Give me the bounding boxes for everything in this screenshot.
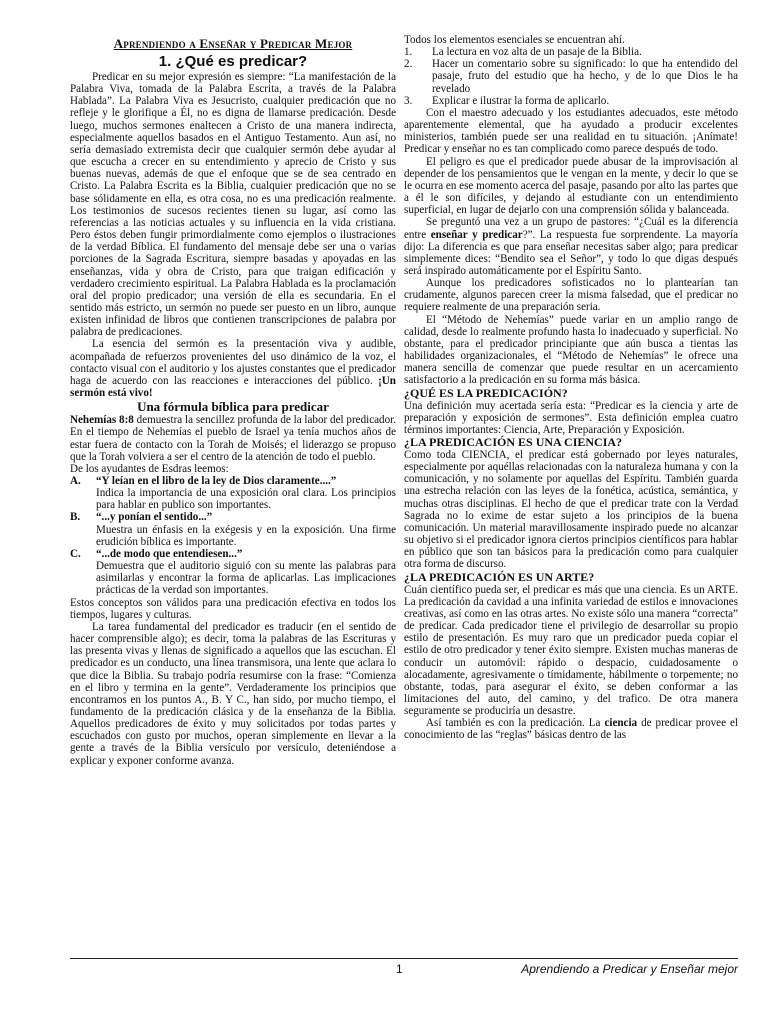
list-item	[70, 475, 396, 511]
paragraph: Como toda CIENCIA, el predicar está gobernado por leyes naturales, especialmente por aquéllas relacionadas con la naturaleza humana y con la comunicación, y no solamente por aquellas del Espíritu. También guarda una estrecha relación con las leyes de la fonética, acústica, semántica, y muchas otras disciplinas. El hecho de que el predicar trate con la Verdad Sagrada no lo exime de estar sujeto a los principios de la buena comunicación. Un material maravillosamente inspirado puede no alcanzar su objetivo si el predicador ignora ciertos principios científicos para hablar en público que son tan básicos para la predicación como para cualquier otra forma de discurso.	[404, 449, 738, 571]
document-title: Aprendiendo a Enseñar y Predicar Mejor	[113, 36, 353, 51]
running-title: Aprendiendo a Predicar y Enseñar mejor	[521, 962, 738, 976]
item-text: Explicar e ilustrar la forma de aplicarlo.	[432, 94, 610, 107]
list-item	[404, 58, 738, 94]
emphasis-text: ciencia	[604, 717, 638, 730]
paragraph-text: demuestra la sencillez profunda de la labor del predicador. En el tiempo de Nehemías el pueblo de Israel ya tenía muchos años de estar fuera de contacto con la Torah de Moisés; el liderazgo se propuso que la Torah volviera a ser el centro de la atención de todo el pueblo.	[70, 414, 396, 463]
paragraph-text: Así también es con la predicación. La	[426, 717, 601, 730]
item-quote: “...y ponían el sentido...”	[96, 511, 213, 524]
section-heading: ¿LA PREDICACIÓN ES UNA CIENCIA?	[404, 435, 623, 449]
section-heading: ¿LA PREDICACIÓN ES UN ARTE?	[404, 569, 595, 584]
paragraph: De los ayudantes de Esdras leemos:	[70, 462, 229, 475]
item-quote: “...de modo que entendiesen...”	[96, 547, 243, 560]
item-text: La lectura en voz alta de un pasaje de la Biblia.	[432, 46, 642, 59]
paragraph-text: de predicar provee el conocimiento de las “reglas” básicas dentro de las	[404, 717, 738, 742]
item-marker: B.	[70, 511, 81, 524]
item-text: Indica la importancia de una exposición oral clara. Los principios para hablar en publico son importantes.	[96, 487, 396, 512]
section-heading: ¿QUÉ ES LA PREDICACIÓN?	[404, 385, 568, 400]
paragraph-text: ?”. La respuesta fue sorprendente. La mayoría dijo: La diferencia es que para enseñar necesitas saber algo; para predicar simplemente dices: “Bendito sea el Señor”, y todo lo que digas después será inspirado automáticamente por el Espíritu Santo.	[404, 228, 738, 277]
paragraph-text: Se preguntó una vez a un grupo de pastores: “¿Cuál es la diferencia entre	[404, 216, 738, 241]
scripture-reference: Nehemías 8:8	[70, 414, 134, 427]
paragraph	[70, 414, 396, 463]
paragraph	[70, 338, 396, 399]
item-text: Muestra un énfasis en la exégesis y en la exposición. Una firme erudición bíblica es importante.	[96, 523, 396, 548]
item-quote: “Y leían en el libro de la ley de Dios claramente....”	[96, 475, 337, 487]
item-text: Hacer un comentario sobre su significado: lo que ha entendido del pasaje, fruto del estudio que ha hecho, y de lo que Dios le ha revelado	[432, 58, 738, 95]
item-number: 2.	[404, 58, 413, 71]
paragraph: Aunque los predicadores sofisticados no lo plantearían tan crudamente, algunos parecen creer la misma falsedad, que el predicar no requiere realmente de una preparación seria.	[404, 277, 738, 314]
emphasis-text: ¡Un sermón está vivo!	[70, 374, 396, 400]
paragraph: Predicar en su mejor expresión es siempre: “La manifestación de la Palabra Viva, tomada de la Palabra Escrita, a través de la Palabra Hablada”. La Palabra Viva es Jesucristo, cualquier predicación que no refleje y le glorifique a Él, no es digna de llamarse predicación. Desde luego, muchos sermones enaltecen a Cristo de una manera indirecta, especialmente aquellos basados en el Antiguo Testamento. Aun así, no sería demasiado extremista decir que cualquier sermón debe ayudar al que escucha a crecer en su entendimiento y aprecio de Cristo y sus buenas nuevas, además de que el enfoque que se de sea centrado en Cristo. La Palabra Escrita es la Biblia, cualquier predicación que no se base sólidamente en ella, es otra cosa, no es una predicación realmente. Los testimonios de sucesos recientes tienen su lugar, así como las referencias a las noticias actuales y su influencia en la vida cristiana. Pero éstos deben fungir primordialmente como ejemplos o ilustraciones de la verdad Bíblica. El fundamento del mensaje debe ser una o varias porciones de la Sagrada Escritura, siempre basadas y apoyadas en las enseñanzas, vida y obra de Cristo, para que traigan edificación y verdadero crecimiento espiritual. La Palabra Hablada es la proclamación oral del propio predicador; una versión de ella es secundaria. En el sentido más estricto, un sermón no puede ser puesto en un libro, aunque existen infinidad de libros que contienen transcripciones de palabra por palabra de predicaciones.	[70, 71, 396, 339]
subsection-title: Una fórmula bíblica para predicar	[137, 399, 329, 415]
paragraph-text: La esencia del sermón es la presentación viva y audible, acompañada de refuerzos provenientes del uso dinámico de la voz, el contacto visual con el auditorio y los ajustes constantes que el predicador haga de acuerdo con las reacciones e interacciones del público.	[70, 338, 396, 387]
page-footer	[70, 958, 738, 978]
item-marker: A.	[70, 475, 81, 487]
paragraph: El peligro es que el predicador puede abusar de la improvisación al depender de los pensamientos que le vengan en la mente, y decir lo que se le ocurra en ese momento acerca del pasaje, pasando por alto las partes que a él le son difíciles, y dejando al estudiante con un entendimiento superficial, en lugar de dejarlo con una comprensión sólida y balanceada.	[404, 155, 738, 217]
paragraph	[404, 216, 738, 277]
paragraph: Estos conceptos son válidos para una predicación efectiva en todos los tiempos, lugares y culturas.	[70, 596, 396, 621]
emphasis-text: enseñar y predicar	[430, 228, 523, 241]
paragraph: Todos los elementos esenciales se encuentran ahí.	[404, 34, 625, 46]
list-item	[70, 548, 396, 597]
left-column	[70, 36, 396, 962]
steps-list	[404, 46, 738, 107]
list-item	[70, 511, 396, 547]
item-marker: C.	[70, 547, 81, 560]
item-number: 1.	[404, 46, 413, 59]
paragraph: La tarea fundamental del predicador es traducir (en el sentido de hacer comprensible algo); es decir, toma la palabras de las Escrituras y las presenta vivas y llenas de significado a aquellos que las escuchan. El predicador es un conducto, una línea transmisora, una lente que aclara lo que dice la Biblia. Su trabajo podría resumirse con la frase: “Comienza en el libro y termina en la gente”. Verdaderamente los principios que encontramos en los puntos A., B. Y C., han sido, por mucho tiempo, el fundamento de la predicación clásica y de la enseñanza de la Biblia. Aquellos predicadores de éxito y muy solicitados por todas partes y escuchados con gusto por muchos, operan simplemente en llevar a la gente a través de la Biblia versículo por versículo, deteniéndose a explicar y exponer conforme avanza.	[70, 620, 396, 767]
paragraph: Con el maestro adecuado y los estudiantes adecuados, este método aparentemente elemental, que ha ayudado a producir excelentes ministerios, también puede ser una realidad en tu situación. ¡Anímate! Predicar y enseñar no es tan complicado como parece después de todo.	[404, 106, 738, 156]
paragraph: Cuán científico pueda ser, el predicar es más que una ciencia. Es un ARTE. La predicación da cavidad a una infinita variedad de estilos e innovaciones creativas, así como en las otras artes. No existe sólo una manera “correcta” de predicar. Cada predicador tiene el privilegio de desarrollar su propio estilo de presentación. Es muy raro que un predicador pueda copiar el estilo de otro predicador y tener éxito siempre. Existen muchas maneras de conducir un automóvil: rápido o despacio, cuidadosamente o alocadamente, agresivamente o tímidamente, hábilmente o torpemente; no obstante, todas, para asegurar el éxito, se deben conformar a las limitaciones del auto, del camino, y del trafico. De otra manera seguramente se produciría un desastre.	[404, 583, 738, 718]
item-text: Demuestra que el auditorio siguió con su mente las palabras para asimilarlas y encontrar la forma de aplicarlas. Las implicaciones prácticas de la verdad son importantes.	[96, 560, 396, 597]
paragraph	[404, 717, 738, 741]
page-number: 1	[396, 962, 403, 976]
list-item	[404, 95, 738, 107]
points-list	[70, 475, 396, 597]
item-number: 3.	[404, 94, 413, 107]
paragraph: Una definición muy acertada sería esta: “Predicar es la ciencia y arte de preparación y exposición de sermones”. Esta definición emplea cuatro términos importantes: Ciencia, Arte, Preparación y Exposición.	[404, 399, 738, 436]
section-title: 1. ¿Qué es predicar?	[158, 53, 308, 70]
paragraph: El “Método de Nehemías” puede variar en un amplio rango de calidad, desde lo realmente profundo hasta lo inadecuado y superficial. No obstante, para el predicador principiante que aún busca a tientas las habilidades organizacionales, el “Método de Nehemías” le ofrece una manera sencilla de comenzar que puede resultar en un acercamiento satisfactorio a la predicación en su forma más básica.	[404, 313, 738, 387]
list-item	[404, 46, 738, 58]
right-column	[404, 34, 738, 962]
